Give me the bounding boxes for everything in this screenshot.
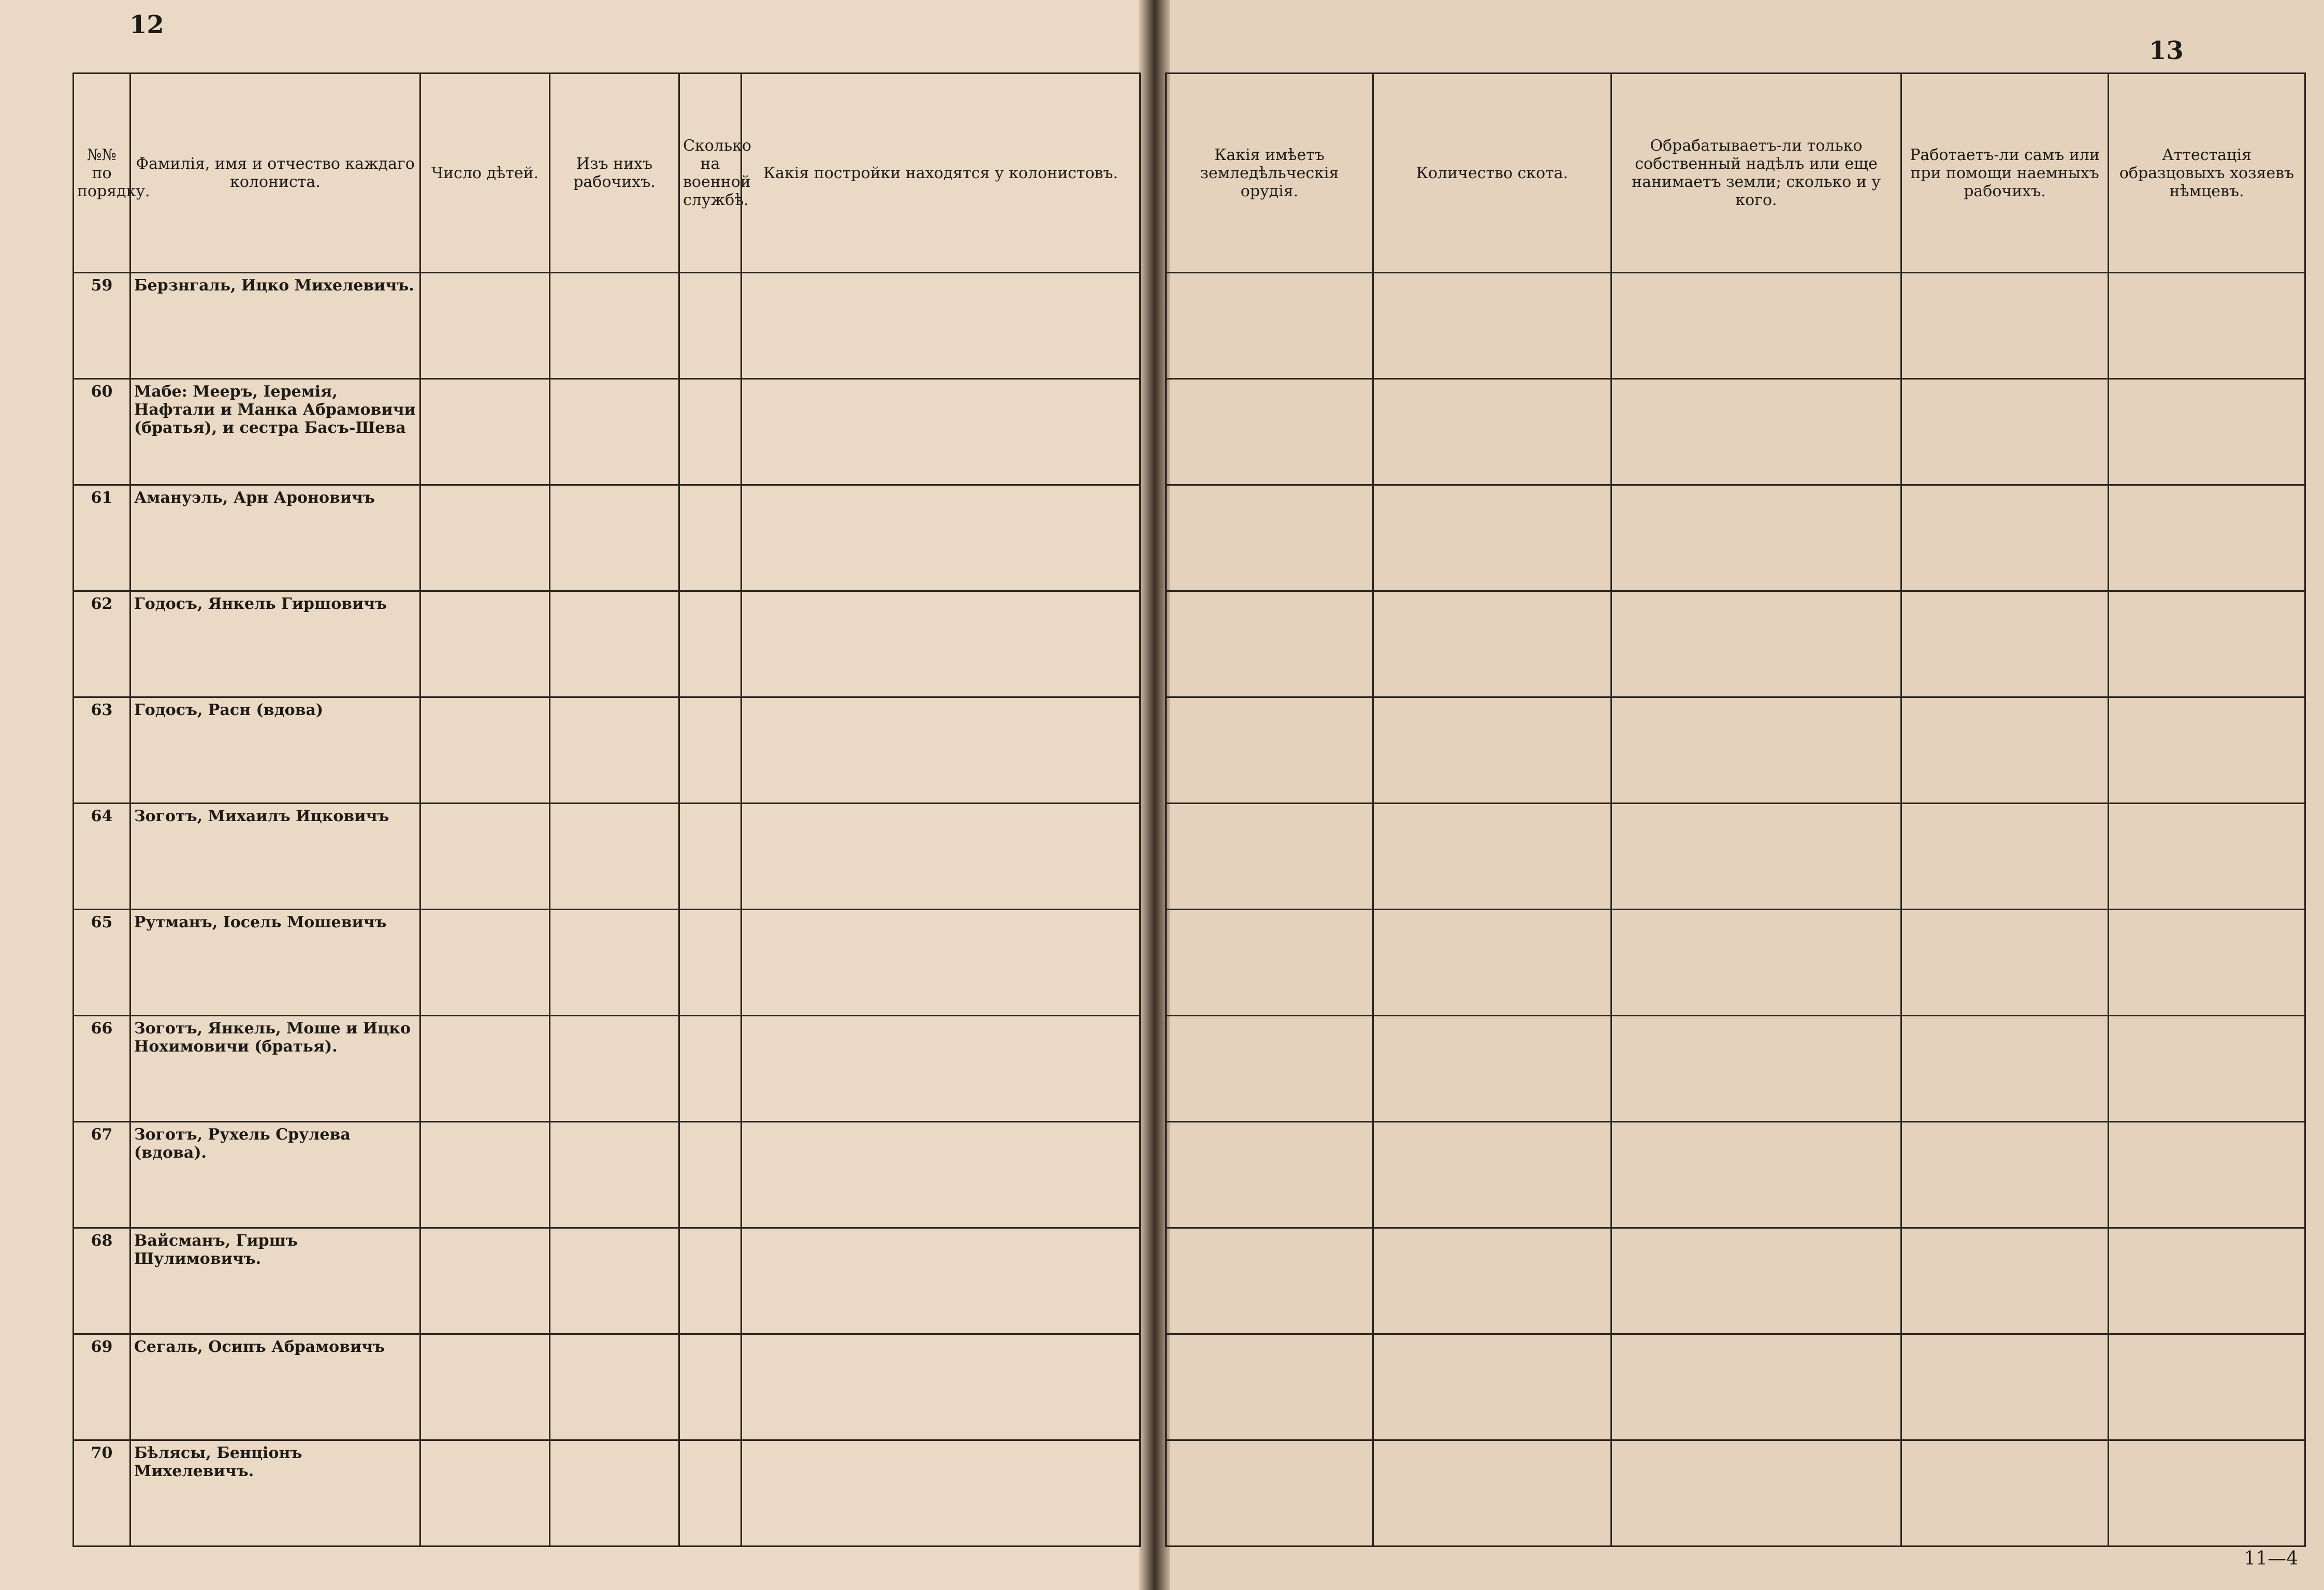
row-num: 68 bbox=[74, 1228, 130, 1334]
row-num: 62 bbox=[74, 591, 130, 697]
row-name: Мабе: Мееръ, Іеремія, Нафтали и Манка Абрамовичи (братья), и сестра Басъ-Шева bbox=[130, 379, 420, 485]
row-num: 66 bbox=[74, 1016, 130, 1122]
row-name: Зоготъ, Янкель, Моше и Ицко Нохимовичи (братья). bbox=[130, 1016, 420, 1122]
register-table-right bbox=[1165, 72, 2306, 1547]
table-row bbox=[74, 697, 1140, 804]
table-row bbox=[74, 485, 1140, 591]
signature-mark: 11—4 bbox=[2244, 1548, 2298, 1569]
row-num: 67 bbox=[74, 1122, 130, 1228]
register-table-left bbox=[72, 72, 1141, 1547]
row-name: Годосъ, Расн (вдова) bbox=[130, 697, 420, 804]
header-labor: Работаетъ-ли самъ или при помощи наемныхъ рабочихъ. bbox=[1901, 74, 2109, 273]
row-num: 61 bbox=[74, 485, 130, 591]
table-row bbox=[74, 1016, 1140, 1122]
header-tools: Какія имѣетъ земледѣльческія орудія. bbox=[1166, 74, 1373, 273]
row-num: 60 bbox=[74, 379, 130, 485]
table-row bbox=[74, 379, 1140, 485]
row-num: 69 bbox=[74, 1334, 130, 1440]
header-workers: Изъ нихъ рабочихъ. bbox=[550, 74, 679, 273]
table-row bbox=[74, 1122, 1140, 1228]
header-name: Фамилія, имя и отчество каждаго колониста. bbox=[130, 74, 420, 273]
row-num: 59 bbox=[74, 273, 130, 379]
header-military: Сколько на военной службѣ. bbox=[679, 74, 742, 273]
table-row bbox=[74, 591, 1140, 697]
header-buildings: Какія постройки находятся у колонистовъ. bbox=[742, 74, 1140, 273]
row-name: Годосъ, Янкель Гиршовичъ bbox=[130, 591, 420, 697]
header-land: Обрабатываетъ-ли только собственный надѣлъ или еще нанимаетъ земли; сколько и у кого. bbox=[1611, 74, 1901, 273]
row-name: Вайсманъ, Гиршъ Шулимовичъ. bbox=[130, 1228, 420, 1334]
table-row bbox=[74, 1228, 1140, 1334]
header-children: Число дѣтей. bbox=[420, 74, 550, 273]
table-row bbox=[74, 804, 1140, 910]
table-row bbox=[74, 273, 1140, 379]
row-name: Рутманъ, Іосель Мошевичъ bbox=[130, 910, 420, 1016]
header-cattle: Количество скота. bbox=[1373, 74, 1611, 273]
header-num: №№ по порядку. bbox=[74, 74, 130, 273]
page-number-right: 13 bbox=[2149, 36, 2184, 65]
table-row bbox=[74, 1440, 1140, 1547]
row-name: Зоготъ, Михаилъ Ицковичъ bbox=[130, 804, 420, 910]
row-name: Берзнгаль, Ицко Михелевичъ. bbox=[130, 273, 420, 379]
row-num: 63 bbox=[74, 697, 130, 804]
header-attest: Аттестація образцовыхъ хозяевъ нѣмцевъ. bbox=[2109, 74, 2305, 273]
page-number-left: 12 bbox=[129, 10, 164, 39]
table-row bbox=[74, 1334, 1140, 1440]
row-num: 65 bbox=[74, 910, 130, 1016]
row-name: Зоготъ, Рухель Срулева (вдова). bbox=[130, 1122, 420, 1228]
row-name: Амануэль, Арн Ароновичъ bbox=[130, 485, 420, 591]
row-name: Бѣлясы, Бенціонъ Михелевичъ. bbox=[130, 1440, 420, 1547]
table-row bbox=[74, 910, 1140, 1016]
row-num: 70 bbox=[74, 1440, 130, 1547]
row-name: Сегаль, Осипъ Абрамовичъ bbox=[130, 1334, 420, 1440]
row-num: 64 bbox=[74, 804, 130, 910]
